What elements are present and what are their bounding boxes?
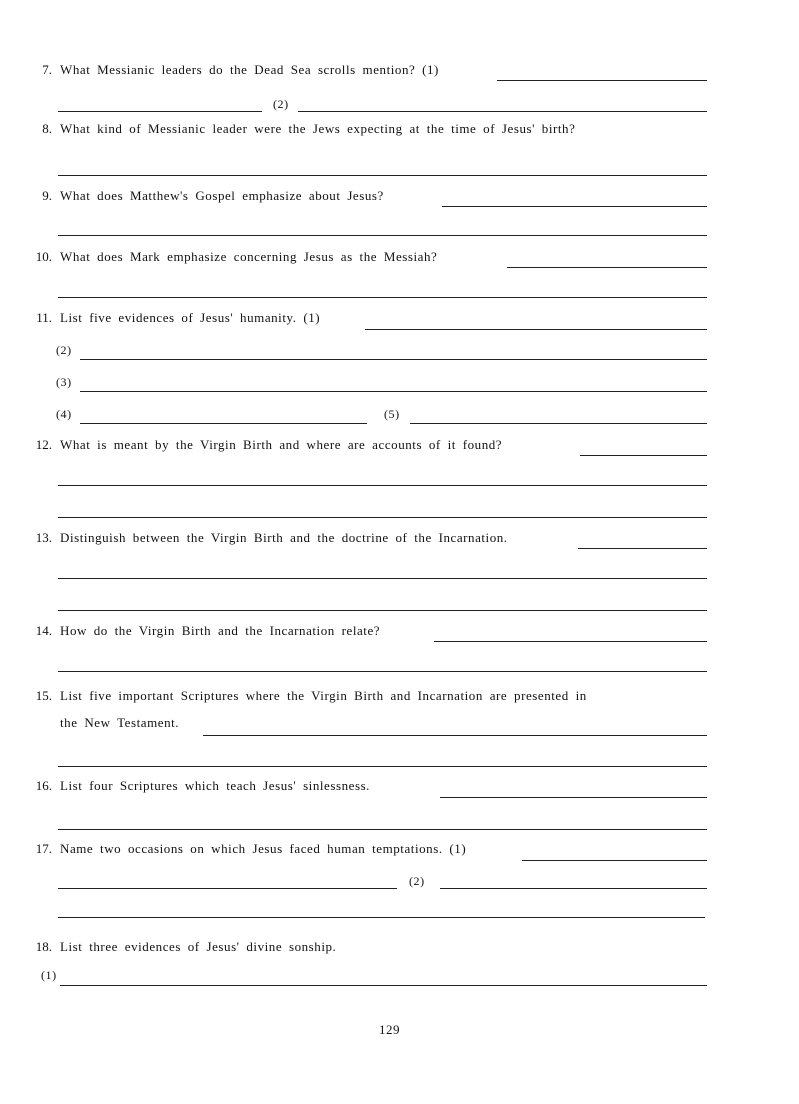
question-text: Name two occasions on which Jesus faced human temptations. (1) bbox=[60, 841, 467, 856]
answer-line[interactable] bbox=[58, 917, 705, 918]
answer-label: (4) bbox=[56, 407, 72, 421]
answer-line[interactable] bbox=[58, 297, 707, 298]
answer-line[interactable] bbox=[58, 671, 707, 672]
answer-line[interactable] bbox=[578, 548, 707, 549]
answer-line[interactable] bbox=[440, 888, 707, 889]
question-text: What does Mark emphasize concerning Jesus as the Messiah? bbox=[60, 249, 438, 264]
answer-label: (2) bbox=[409, 874, 425, 888]
question-number: 17. bbox=[35, 841, 52, 856]
question-text: List five important Scriptures where the Virgin Birth and Incarnation are presented in bbox=[60, 688, 587, 703]
answer-label: (1) bbox=[41, 968, 57, 982]
question-number: 9. bbox=[42, 188, 52, 203]
answer-line[interactable] bbox=[58, 578, 707, 579]
answer-line[interactable] bbox=[203, 735, 707, 736]
answer-line[interactable] bbox=[507, 267, 707, 268]
answer-line[interactable] bbox=[58, 888, 397, 889]
question-text: What Messianic leaders do the Dead Sea scrolls mention? (1) bbox=[60, 62, 439, 77]
answer-line[interactable] bbox=[58, 235, 707, 236]
answer-line[interactable] bbox=[442, 206, 707, 207]
answer-line[interactable] bbox=[58, 766, 707, 767]
answer-line[interactable] bbox=[365, 329, 707, 330]
answer-label: (2) bbox=[273, 97, 289, 111]
question-number: 13. bbox=[35, 530, 52, 545]
question-text: Distinguish between the Virgin Birth and the doctrine of the Incarnation. bbox=[60, 530, 508, 545]
answer-label: (3) bbox=[56, 375, 72, 389]
answer-line[interactable] bbox=[298, 111, 707, 112]
answer-line[interactable] bbox=[58, 111, 262, 112]
answer-line[interactable] bbox=[60, 985, 707, 986]
answer-line[interactable] bbox=[434, 641, 707, 642]
answer-line[interactable] bbox=[80, 359, 707, 360]
answer-line[interactable] bbox=[80, 423, 367, 424]
question-number: 15. bbox=[35, 688, 52, 703]
question-number: 10. bbox=[35, 249, 52, 264]
question-number: 16. bbox=[35, 778, 52, 793]
answer-line[interactable] bbox=[522, 860, 707, 861]
question-number: 14. bbox=[35, 623, 52, 638]
question-text: What kind of Messianic leader were the Jews expecting at the time of Jesus' birth? bbox=[60, 121, 576, 136]
answer-line[interactable] bbox=[58, 829, 707, 830]
question-text: What is meant by the Virgin Birth and where are accounts of it found? bbox=[60, 437, 503, 452]
answer-line[interactable] bbox=[58, 517, 707, 518]
answer-line[interactable] bbox=[410, 423, 707, 424]
answer-line[interactable] bbox=[440, 797, 707, 798]
answer-line[interactable] bbox=[497, 80, 707, 81]
question-text: List three evidences of Jesus' divine sonship. bbox=[60, 939, 337, 954]
question-text: List four Scriptures which teach Jesus' sinlessness. bbox=[60, 778, 370, 793]
question-number: 8. bbox=[42, 121, 52, 136]
question-text: How do the Virgin Birth and the Incarnation relate? bbox=[60, 623, 381, 638]
page-number: 129 bbox=[379, 1022, 400, 1037]
question-number: 11. bbox=[36, 310, 52, 325]
question-number: 12. bbox=[35, 437, 52, 452]
question-text: List five evidences of Jesus' humanity. (1) bbox=[60, 310, 321, 325]
answer-line[interactable] bbox=[580, 455, 707, 456]
question-number: 18. bbox=[35, 939, 52, 954]
answer-line[interactable] bbox=[80, 391, 707, 392]
answer-label: (2) bbox=[56, 343, 72, 357]
answer-line[interactable] bbox=[58, 485, 707, 486]
answer-line[interactable] bbox=[58, 175, 707, 176]
question-text-continued: the New Testament. bbox=[60, 715, 180, 730]
question-number: 7. bbox=[42, 62, 52, 77]
answer-label: (5) bbox=[384, 407, 400, 421]
answer-line[interactable] bbox=[58, 610, 707, 611]
question-text: What does Matthew's Gospel emphasize about Jesus? bbox=[60, 188, 384, 203]
